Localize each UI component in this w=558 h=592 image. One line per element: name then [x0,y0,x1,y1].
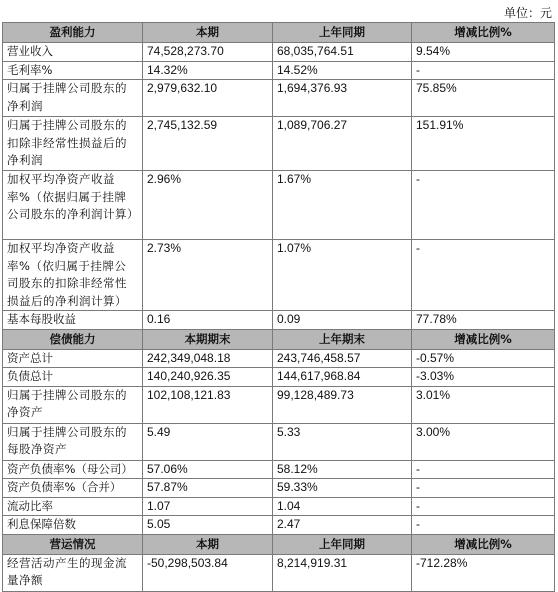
prior-value: 243,746,458.57 [273,349,412,368]
prior-value: 68,035,764.51 [273,43,412,62]
header-cell: 本期 [143,534,273,554]
current-value: -50,298,503.84 [143,554,273,591]
row-label: 资产负债率%（合并） [3,479,143,498]
table-row [3,460,555,479]
change-ratio: -712.28% [412,554,555,591]
current-value: 140,240,926.35 [143,368,273,387]
table-row [3,554,555,591]
prior-value: 99,128,489.73 [273,386,412,423]
change-ratio: 9.54% [412,43,555,62]
header-cell: 增减比例% [412,329,555,349]
unit-label: 单位：元 [503,6,552,20]
current-value: 2,979,632.10 [143,80,273,117]
row-label: 基本每股收益 [3,311,143,330]
row-label: 归属于挂牌公司股东的净资产 [3,386,143,423]
table-row [3,368,555,387]
table-row [3,497,555,516]
section-header-operations [3,534,555,554]
row-label: 归属于挂牌公司股东的净利润 [3,80,143,117]
current-value: 2.73% [143,240,273,311]
row-label: 资产负债率%（母公司） [3,460,143,479]
current-value: 242,349,048.18 [143,349,273,368]
table-row [3,349,555,368]
change-ratio: 75.85% [412,80,555,117]
change-ratio: - [412,61,555,80]
prior-value: 0.09 [273,311,412,330]
prior-value: 58.12% [273,460,412,479]
prior-value: 144,617,968.84 [273,368,412,387]
table-row [3,311,555,330]
prior-value: 14.52% [273,61,412,80]
table-row [3,386,555,423]
table-row [3,240,555,311]
change-ratio: 151.91% [412,117,555,171]
table-row [3,423,555,460]
change-ratio: 3.00% [412,423,555,460]
row-label: 负债总计 [3,368,143,387]
header-cell: 营运情况 [3,534,143,554]
header-cell: 上年期末 [273,329,412,349]
header-cell: 增减比例% [412,23,555,43]
row-label: 加权平均净资产收益率%（依据归属于挂牌公司股东的净利润计算） [3,171,143,240]
change-ratio: - [412,516,555,535]
prior-value: 1,694,376.93 [273,80,412,117]
current-value: 5.05 [143,516,273,535]
header-cell: 本期 [143,23,273,43]
row-label: 经营活动产生的现金流量净额 [3,554,143,591]
prior-value: 5.33 [273,423,412,460]
table-row [3,117,555,171]
header-cell: 盈利能力 [3,23,143,43]
change-ratio: 77.78% [412,311,555,330]
current-value: 5.49 [143,423,273,460]
current-value: 2,745,132.59 [143,117,273,171]
header-cell: 上年同期 [273,534,412,554]
change-ratio: - [412,479,555,498]
row-label: 营业收入 [3,43,143,62]
change-ratio: - [412,460,555,479]
row-label: 加权平均净资产收益率%（依归属于挂牌公司股东的扣除非经常性损益后的净利润计算） [3,240,143,311]
change-ratio: - [412,497,555,516]
financial-indicators-table [2,22,555,592]
header-cell: 偿债能力 [3,329,143,349]
row-label: 毛利率% [3,61,143,80]
prior-value: 1.04 [273,497,412,516]
row-label: 流动比率 [3,497,143,516]
change-ratio: - [412,171,555,240]
row-label: 资产总计 [3,349,143,368]
prior-value: 8,214,919.31 [273,554,412,591]
table-row [3,171,555,240]
table-row [3,479,555,498]
section-header-solvency [3,329,555,349]
current-value: 102,108,121.83 [143,386,273,423]
table-row [3,43,555,62]
row-label: 归属于挂牌公司股东的扣除非经常性损益后的净利润 [3,117,143,171]
prior-value: 2.47 [273,516,412,535]
change-ratio: - [412,240,555,311]
row-label: 归属于挂牌公司股东的每股净资产 [3,423,143,460]
header-cell: 本期期末 [143,329,273,349]
current-value: 0.16 [143,311,273,330]
current-value: 57.06% [143,460,273,479]
change-ratio: -3.03% [412,368,555,387]
current-value: 1.07 [143,497,273,516]
prior-value: 1,089,706.27 [273,117,412,171]
current-value: 14.32% [143,61,273,80]
current-value: 57.87% [143,479,273,498]
header-cell: 增减比例% [412,534,555,554]
table-row [3,80,555,117]
row-label: 利息保障倍数 [3,516,143,535]
change-ratio: 3.01% [412,386,555,423]
current-value: 2.96% [143,171,273,240]
header-cell: 上年同期 [273,23,412,43]
table-row [3,516,555,535]
prior-value: 59.33% [273,479,412,498]
change-ratio: -0.57% [412,349,555,368]
section-header-profitability [3,23,555,43]
table-row [3,61,555,80]
prior-value: 1.67% [273,171,412,240]
prior-value: 1.07% [273,240,412,311]
current-value: 74,528,273.70 [143,43,273,62]
